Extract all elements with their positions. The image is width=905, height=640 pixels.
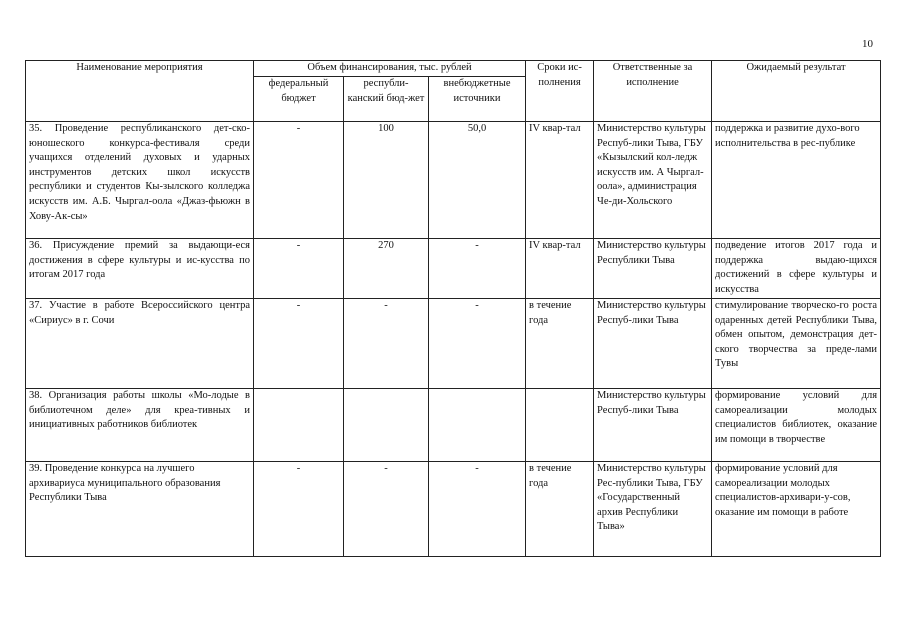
cell-period: IV квар-тал xyxy=(526,122,594,239)
cell-republic: 270 xyxy=(344,239,429,299)
cell-responsible: Министерство культуры Рес-публики Тыва, ГБУ «Государственный архив Республики Тыва» xyxy=(594,462,712,557)
cell-responsible: Министерство культуры Респуб-лики Тыва xyxy=(594,389,712,462)
table-row xyxy=(26,299,881,389)
cell-period: в течение года xyxy=(526,462,594,557)
cell-extra: - xyxy=(429,462,526,557)
cell-federal xyxy=(254,389,344,462)
header-name: Наименование мероприятия xyxy=(26,61,254,122)
header-funding: Объем финансирования, тыс. рублей xyxy=(254,61,526,77)
cell-result: формирование условий для самореализации молодых специалистов библиотек, оказание им помощи в творчестве xyxy=(712,389,881,462)
header-row-1 xyxy=(26,61,881,77)
cell-responsible: Министерство культуры Респуб-лики Тыва xyxy=(594,299,712,389)
cell-extra: - xyxy=(429,299,526,389)
cell-republic: 100 xyxy=(344,122,429,239)
cell-republic: - xyxy=(344,462,429,557)
header-republic: республи-канский бюд-жет xyxy=(344,77,429,122)
page-number: 10 xyxy=(862,38,873,50)
cell-name: 37. Участие в работе Всероссийского центра «Сириус» в г. Сочи xyxy=(26,299,254,389)
cell-republic xyxy=(344,389,429,462)
header-federal: федеральный бюджет xyxy=(254,77,344,122)
cell-extra xyxy=(429,389,526,462)
cell-name: 38. Организация работы школы «Мо-лодые в библиотечном деле» для креа-тивных и инициативных работников библиотек xyxy=(26,389,254,462)
activities-table xyxy=(25,60,881,557)
cell-federal: - xyxy=(254,239,344,299)
cell-result: стимулирование творческо-го роста одаренных детей Республики Тыва, обмен опытом, демонстрация дет-ского творчества за преде-лами Тувы xyxy=(712,299,881,389)
cell-republic: - xyxy=(344,299,429,389)
cell-period: IV квар-тал xyxy=(526,239,594,299)
table-row xyxy=(26,462,881,557)
cell-result: поддержка и развитие духо-вого исполнительства в рес-публике xyxy=(712,122,881,239)
table-row xyxy=(26,122,881,239)
cell-federal: - xyxy=(254,122,344,239)
cell-extra: 50,0 xyxy=(429,122,526,239)
cell-federal: - xyxy=(254,462,344,557)
cell-federal: - xyxy=(254,299,344,389)
cell-name: 39. Проведение конкурса на лучшего архивариуса муниципального образования Республики Тыва xyxy=(26,462,254,557)
table-row xyxy=(26,389,881,462)
header-extra: внебюджетные источники xyxy=(429,77,526,122)
cell-extra: - xyxy=(429,239,526,299)
header-responsible: Ответственные за исполнение xyxy=(594,61,712,122)
cell-result: формирование условий для самореализации молодых специалистов-архивари-у-сов, оказание им помощи в работе xyxy=(712,462,881,557)
cell-responsible: Министерство культуры Респуб-лики Тыва, ГБУ «Кызылский кол-ледж искусств им. А Чыргал-оола», администрация Че-ди-Хольского xyxy=(594,122,712,239)
table-row xyxy=(26,239,881,299)
cell-period xyxy=(526,389,594,462)
header-result: Ожидаемый результат xyxy=(712,61,881,122)
cell-name: 35. Проведение республиканского дет-ско-юношеского конкурса-фестиваля среди учащихся отделений духовых и ударных инструментов детских школ искусств республики и студентов Кы-зылского колледжа искусств им. А.Б. Чыргал-оола «Джаз-фьюжн в Хову-Ак-сы» xyxy=(26,122,254,239)
cell-responsible: Министерство культуры Республики Тыва xyxy=(594,239,712,299)
header-period: Сроки ис-полнения xyxy=(526,61,594,122)
cell-period: в течение года xyxy=(526,299,594,389)
cell-result: подведение итогов 2017 года и поддержка выдаю-щихся достижений в сфере культуры и искусства xyxy=(712,239,881,299)
cell-name: 36. Присуждение премий за выдающи-еся достижения в сфере культуры и ис-кусства по итогам 2017 года xyxy=(26,239,254,299)
